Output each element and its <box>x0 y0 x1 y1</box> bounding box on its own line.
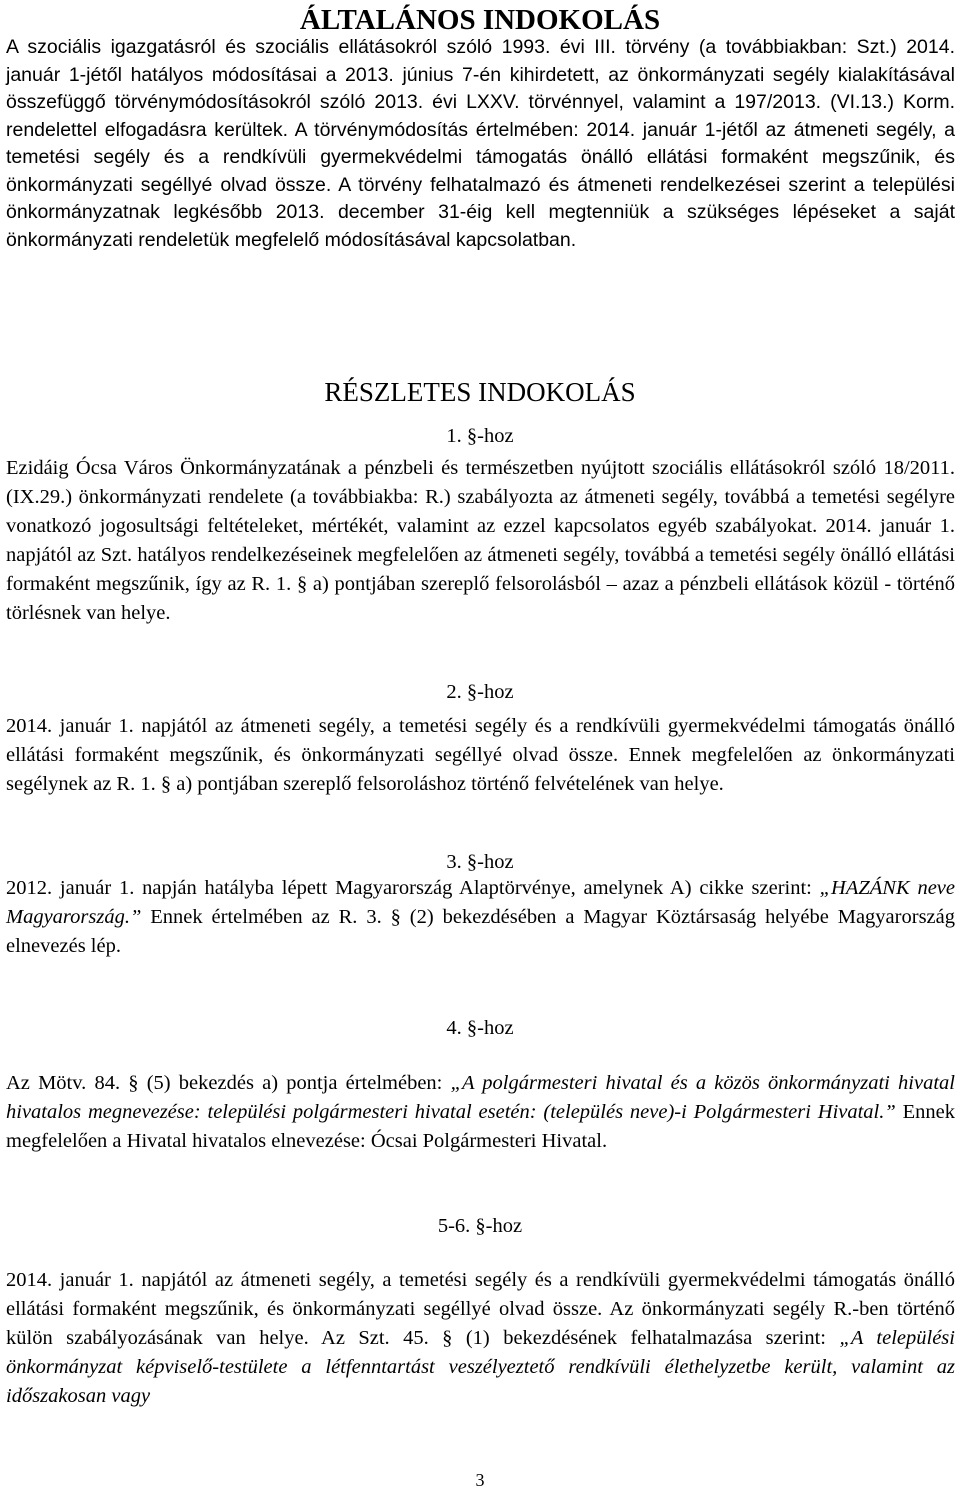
page-number: 3 <box>475 1470 485 1490</box>
section-heading-5-6: 5-6. §-hoz <box>437 1215 523 1237</box>
section-title: RÉSZLETES INDOKOLÁS <box>324 377 636 407</box>
quote-text: „HAZÁNK neve Magyarország.” <box>6 877 955 928</box>
quote-text: „A települési önkormányzat képviselő-testülete a létfenntartást veszélyeztető rendkívüli élethelyzetbe került, valamint az időszakosan vagy <box>6 1327 955 1407</box>
section-text-5-6: 2014. január 1. napjától az átmeneti segély, a temetési segély és a rendkívüli gyermekvédelmi támogatás önálló ellátási formaként megszűnik, és önkormányzati segéllyé olvad össze. Az önkormányzati segély R.-ben történő külön szabályozásának van helye. Az Szt. 45. § (1) bekezdésének felhatalmazása szerint: „A települési önkormányzat képviselő-testülete a létfenntartást veszélyeztető rendkívüli élethelyzetbe került, valamint az időszakosan vagy <box>6 1269 955 1407</box>
section-text-1: Ezidáig Ócsa Város Önkormányzatának a pénzbeli és természetben nyújtott szociális ellátásokról szóló 18/2011. (IX.29.) önkormányzati rendelete (a továbbiakba: R.) szabályozta az átmeneti segély, továbbá a temetési segélyre vonatkozó jogosultsági feltételeket, mértékét, valamint az ezzel kapcsolatos egyéb szabályokat. 2014. január 1. napjától az Szt. hatályos rendelkezéseinek megfelelően az átmeneti segély, továbbá a temetési segély önálló ellátási formaként megszűnik, így az R. 1. § a) pontjában szereplő felsorolásból – azaz a pénzbeli ellátások közül - történő törlésnek van helye. <box>6 457 955 624</box>
section-heading-3: 3. §-hoz <box>446 851 514 873</box>
document-title: ÁLTALÁNOS INDOKOLÁS <box>299 4 661 36</box>
quote-text: „A polgármesteri hivatal és a közös önkormányzati hivatal hivatalos megnevezése: települési polgármesteri hivatal esetén: (település neve)-i Polgármesteri Hivatal.” <box>6 1072 955 1123</box>
section-heading-4: 4. §-hoz <box>446 1017 514 1039</box>
section-text-3: 2012. január 1. napján hatályba lépett Magyarország Alaptörvénye, amelynek A) cikke szerint: „HAZÁNK neve Magyarország.” Ennek értelmében az R. 3. § (2) bekezdésében a Magyar Köztársaság helyébe Magyarország elnevezés lép. <box>6 877 955 957</box>
section-heading-1: 1. §-hoz <box>446 425 514 447</box>
section-heading-2: 2. §-hoz <box>446 681 514 703</box>
section-text-4: Az Mötv. 84. § (5) bekezdés a) pontja értelmében: „A polgármesteri hivatal és a közös önkormányzati hivatal hivatalos megnevezése: települési polgármesteri hivatal esetén: (település neve)-i Polgármesteri Hivatal.” Ennek megfelelően a Hivatal hivatalos elnevezése: Ócsai Polgármesteri Hivatal. <box>6 1072 955 1152</box>
section-text-2: 2014. január 1. napjától az átmeneti segély, a temetési segély és a rendkívüli gyermekvédelmi támogatás önálló ellátási formaként megszűnik, és önkormányzati segéllyé olvad össze. Ennek megfelelően az önkormányzati segélynek az R. 1. § a) pontjában szereplő felsoroláshoz történő felvételének van helye. <box>6 715 955 795</box>
general-justification-paragraph: A szociális igazgatásról és szociális ellátásokról szóló 1993. évi III. törvény (a továbbiakban: Szt.) 2014. január 1-jétől hatályos módosításai a 2013. június 7-én kihirdetett, az önkormányzati segély kialakításával összefüggő törvénymódosításokról szóló 2013. évi LXXV. törvénnyel, valamint a 197/2013. (VI.13.) Korm. rendelettel elfogadásra kerültek. A törvénymódosítás értelmében: 2014. január 1-jétől az átmeneti segély, a temetési segély és a rendkívüli gyermekvédelmi támogatás önálló ellátási formaként megszűnik, és önkormányzati segéllyé olvad össze. A törvény felhatalmazó és átmeneti rendelkezései szerint a települési önkormányzatnak legkésőbb 2013. december 31-éig kell megtenniük a szükséges lépéseket a saját önkormányzati rendeletük megfelelő módosításával kapcsolatban. <box>6 36 955 251</box>
